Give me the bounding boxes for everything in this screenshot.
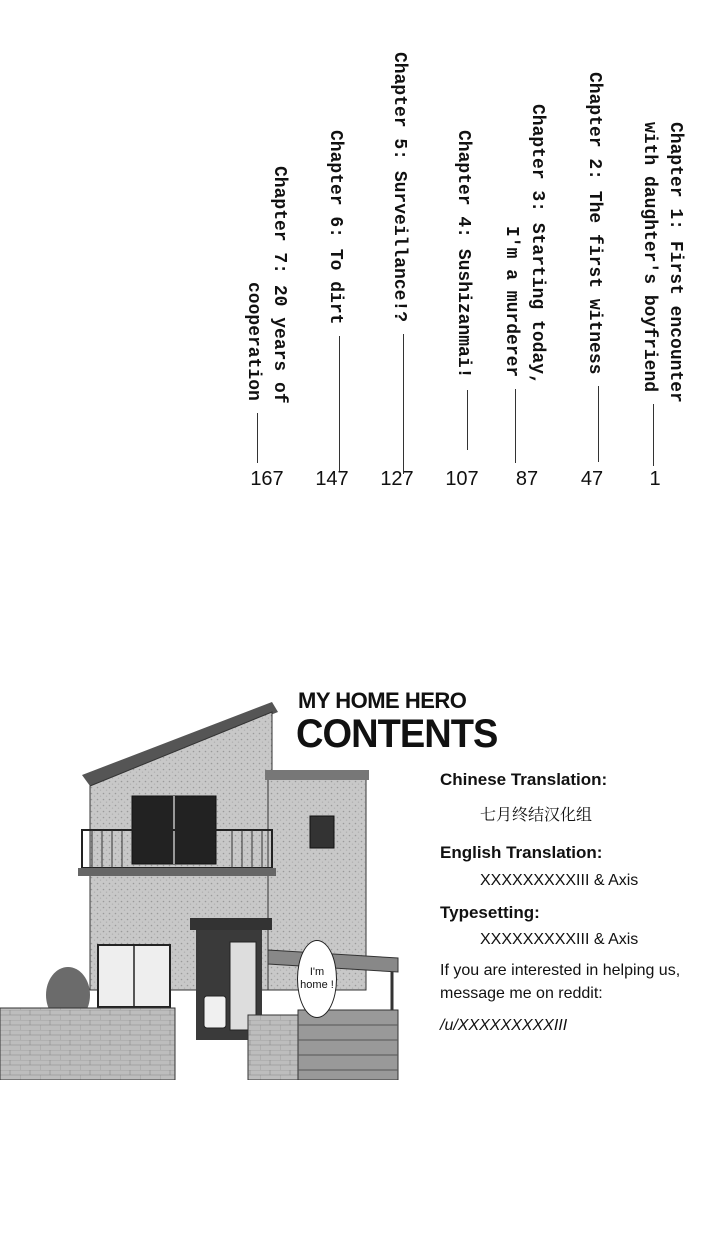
credit-typeset-value: XXXXXXXXXIII & Axis xyxy=(480,931,639,948)
toc-leader xyxy=(339,336,340,472)
toc-chapter-7-title: Chapter 7: 20 years of xyxy=(269,166,289,404)
toc-page-147: 147 xyxy=(315,468,349,490)
toc-page-127: 127 xyxy=(380,468,414,490)
toc-chapter-1-title-cont: with daughter's boyfriend xyxy=(639,122,659,393)
toc-chapter-4 xyxy=(450,130,476,1210)
toc-leader xyxy=(598,386,599,462)
toc-chapter-3-title-cont: I'm a murderer xyxy=(501,226,521,378)
credit-english-value: XXXXXXXXXIII & Axis xyxy=(480,872,639,889)
toc-chapter-4-title: Chapter 4: Sushizanmai! xyxy=(453,130,473,379)
toc-page-107: 107 xyxy=(445,468,479,490)
toc-chapter-6-title: Chapter 6: To dirt xyxy=(325,130,345,325)
series-title: MY HOME HERO xyxy=(298,688,467,713)
speech-bubble: I'm home ! xyxy=(297,940,337,1018)
toc-chapter-1-title: Chapter 1: First encounter xyxy=(665,122,685,403)
toc-chapter-7-title-cont: cooperation xyxy=(243,282,263,401)
toc-chapter-1 xyxy=(636,122,688,1202)
toc-page-167: 167 xyxy=(250,468,284,490)
house-illustration xyxy=(0,690,410,1080)
credit-recruit-note: If you are interested in helping us, message me on reddit: xyxy=(440,962,681,1002)
toc-leader xyxy=(467,390,468,450)
toc-page-1: 1 xyxy=(649,468,661,490)
toc-page-87: 87 xyxy=(515,468,539,490)
toc-chapter-2-title: Chapter 2: The first witness xyxy=(584,72,604,375)
credit-chinese-value: 七月终结汉化组 xyxy=(480,807,593,824)
credit-english-label: English Translation: xyxy=(440,843,603,862)
contents-heading: CONTENTS xyxy=(296,712,498,756)
credit-chinese-label: Chinese Translation: xyxy=(440,770,608,789)
toc-leader xyxy=(653,404,654,466)
credits-block xyxy=(440,770,725,1035)
toc-leader xyxy=(403,334,404,474)
toc-page-47: 47 xyxy=(580,468,604,490)
toc-chapter-5-title: Chapter 5: Surveillance!? xyxy=(389,52,409,323)
toc-leader xyxy=(515,389,516,463)
credit-reddit-handle: /u/XXXXXXXXXIII xyxy=(440,1017,568,1034)
toc-leader xyxy=(257,413,258,463)
toc-chapter-3-title: Chapter 3: Starting today, xyxy=(527,104,547,385)
credit-typeset-label: Typesetting: xyxy=(440,903,540,922)
